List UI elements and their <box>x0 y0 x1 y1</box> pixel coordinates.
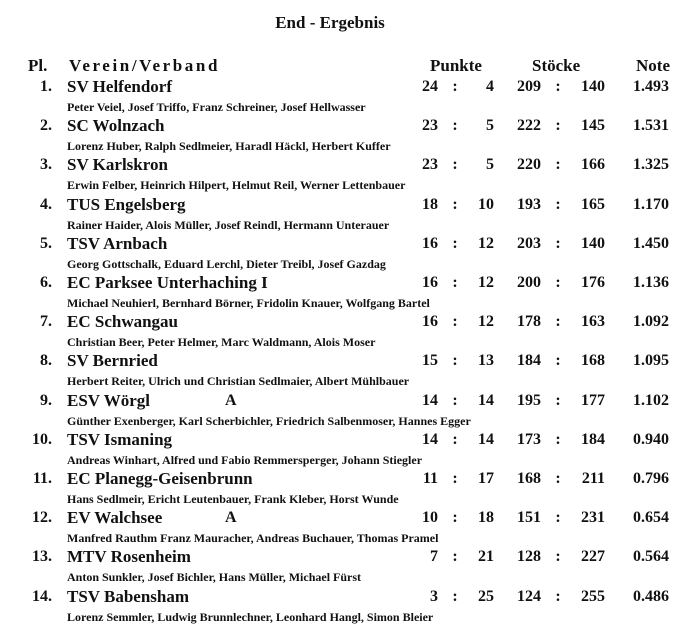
sticks-separator: : <box>555 274 561 291</box>
sticks-against: 227 <box>581 548 605 566</box>
sticks-for: 184 <box>517 352 541 370</box>
points-against: 12 <box>478 274 494 291</box>
club-name: EC Planegg-Geisenbrunn <box>67 469 253 488</box>
team-members: Andreas Winhart, Alfred und Fabio Remmersperger, Johann Stiegler <box>67 452 423 467</box>
table-row <box>0 470 700 509</box>
place-number: 13. <box>32 548 52 566</box>
note-value: 1.092 <box>633 313 669 331</box>
sticks-separator: : <box>555 587 561 605</box>
sticks-for: 220 <box>517 156 541 174</box>
place-number: 11. <box>32 470 52 487</box>
club-name: EV Walchsee <box>67 508 163 528</box>
page-title: End - Ergebnis <box>275 13 385 32</box>
table-row <box>0 588 700 627</box>
points-against: 14 <box>478 430 494 448</box>
header-place: Pl. <box>28 56 48 75</box>
team-members: Günther Exenberger, Karl Scherbichler, Friedrich Salbenmoser, Hannes Egger <box>67 413 471 428</box>
sticks-separator: : <box>555 509 561 527</box>
place-number: 3. <box>40 156 52 174</box>
points-separator: : <box>452 587 458 605</box>
team-members: Rainer Haider, Alois Müller, Josef Reindl, Hermann Unterauer <box>67 217 390 232</box>
team-members: Anton Sunkler, Josef Bichler, Hans Müller, Michael Fürst <box>67 570 362 585</box>
header-note: Note <box>636 56 670 75</box>
note-value: 1.531 <box>633 117 669 135</box>
points-separator: : <box>452 195 458 213</box>
club-name: EC Schwangau <box>67 312 179 332</box>
points-separator: : <box>452 78 458 95</box>
club-name: SV Helfendorf <box>67 77 172 96</box>
club-name: SV Bernried <box>67 351 158 371</box>
points-separator: : <box>452 548 458 566</box>
sticks-against: 163 <box>581 313 605 331</box>
points-for: 3 <box>430 587 438 605</box>
sticks-separator: : <box>555 195 561 213</box>
points-against: 12 <box>478 234 494 252</box>
points-against: 18 <box>478 509 494 527</box>
place-number: 12. <box>32 509 52 527</box>
sticks-separator: : <box>555 548 561 566</box>
table-row <box>0 274 700 313</box>
sticks-for: 168 <box>517 470 541 487</box>
table-row <box>0 313 700 352</box>
points-for: 23 <box>422 156 438 174</box>
points-separator: : <box>452 234 458 252</box>
points-for: 14 <box>422 391 438 409</box>
team-members: Lorenz Huber, Ralph Sedlmeier, Haradl Häckl, Herbert Kuffer <box>67 139 391 154</box>
sticks-separator: : <box>555 117 561 135</box>
points-separator: : <box>452 117 458 135</box>
team-members: Hans Sedlmeir, Ericht Leutenbauer, Frank Kleber, Horst Wunde <box>67 492 399 506</box>
sticks-for: 200 <box>517 274 541 291</box>
points-separator: : <box>452 430 458 448</box>
points-for: 15 <box>422 352 438 370</box>
points-separator: : <box>452 470 458 487</box>
team-members: Manfred Rauthm Franz Mauracher, Andreas Buchauer, Thomas Pramel <box>67 531 439 546</box>
place-number: 9. <box>40 391 52 409</box>
sticks-for: 151 <box>517 509 541 527</box>
points-against: 12 <box>478 313 494 331</box>
points-against: 13 <box>478 352 494 370</box>
sticks-against: 231 <box>581 509 605 527</box>
sticks-for: 222 <box>517 117 541 135</box>
points-separator: : <box>452 509 458 527</box>
sticks-separator: : <box>555 352 561 370</box>
team-members: Peter Veiel, Josef Triffo, Franz Schreiner, Josef Hellwasser <box>67 100 366 114</box>
sticks-against: 255 <box>581 587 605 605</box>
sticks-for: 178 <box>517 313 541 331</box>
points-for: 24 <box>422 78 438 95</box>
club-name: TUS Engelsberg <box>67 194 186 214</box>
table-row <box>0 117 700 156</box>
sticks-against: 176 <box>581 274 605 291</box>
points-against: 21 <box>478 548 494 566</box>
points-for: 7 <box>430 548 438 566</box>
sticks-for: 128 <box>517 548 541 566</box>
place-number: 5. <box>40 234 52 252</box>
club-name: ESV Wörgl <box>67 390 150 410</box>
points-against: 5 <box>486 117 494 135</box>
points-for: 11 <box>422 470 438 487</box>
note-value: 0.654 <box>633 509 669 527</box>
sticks-for: 203 <box>517 234 541 252</box>
points-separator: : <box>452 156 458 174</box>
sticks-against: 140 <box>581 234 605 252</box>
note-value: 1.170 <box>633 195 669 213</box>
place-number: 10. <box>32 430 52 448</box>
sticks-for: 209 <box>517 78 541 95</box>
place-number: 7. <box>40 313 52 331</box>
points-against: 17 <box>478 470 494 487</box>
note-value: 0.940 <box>633 430 669 448</box>
points-against: 10 <box>478 195 494 213</box>
sticks-separator: : <box>555 313 561 331</box>
club-mark: A <box>225 509 237 527</box>
note-value: 0.796 <box>633 470 669 487</box>
club-name: TSV Ismaning <box>67 429 173 449</box>
points-for: 16 <box>422 274 438 291</box>
club-name: MTV Rosenheim <box>67 547 191 567</box>
points-for: 16 <box>422 234 438 252</box>
points-against: 4 <box>486 78 494 95</box>
team-members: Erwin Felber, Heinrich Hilpert, Helmut Reil, Werner Lettenbauer <box>67 178 406 193</box>
place-number: 6. <box>40 274 52 291</box>
table-row <box>0 392 700 431</box>
table-row <box>0 235 700 274</box>
team-members: Christian Beer, Peter Helmer, Marc Waldmann, Alois Moser <box>67 335 376 350</box>
sticks-against: 168 <box>581 352 605 370</box>
sticks-for: 195 <box>517 391 541 409</box>
place-number: 14. <box>32 587 52 605</box>
team-members: Michael Neuhierl, Bernhard Börner, Fridolin Knauer, Wolfgang Bartel <box>67 296 430 310</box>
points-for: 16 <box>422 313 438 331</box>
sticks-separator: : <box>555 78 561 95</box>
sticks-against: 140 <box>581 78 605 95</box>
points-for: 23 <box>422 117 438 135</box>
sticks-against: 184 <box>581 430 605 448</box>
team-members: Lorenz Semmler, Ludwig Brunnlechner, Leonhard Hangl, Simon Bleier <box>67 609 434 624</box>
note-value: 1.136 <box>633 274 669 291</box>
sticks-separator: : <box>555 470 561 487</box>
sticks-against: 165 <box>581 195 605 213</box>
club-name: SC Wolnzach <box>67 116 165 136</box>
points-for: 14 <box>422 430 438 448</box>
points-for: 18 <box>422 195 438 213</box>
place-number: 8. <box>40 352 52 370</box>
sticks-separator: : <box>555 234 561 252</box>
note-value: 0.486 <box>633 587 669 605</box>
points-separator: : <box>452 352 458 370</box>
table-row <box>0 548 700 587</box>
sticks-for: 193 <box>517 195 541 213</box>
club-name: TSV Arnbach <box>67 233 168 253</box>
club-name: TSV Babensham <box>67 586 190 606</box>
header-sticks: Stöcke <box>532 56 581 75</box>
points-against: 14 <box>478 391 494 409</box>
points-for: 10 <box>422 509 438 527</box>
points-separator: : <box>452 313 458 331</box>
sticks-against: 177 <box>581 391 605 409</box>
header-points: Punkte <box>430 56 482 75</box>
table-row <box>0 196 700 235</box>
points-against: 5 <box>486 156 494 174</box>
sticks-for: 173 <box>517 430 541 448</box>
place-number: 1. <box>40 78 52 95</box>
note-value: 1.450 <box>633 234 669 252</box>
header-club: Verein/Verband <box>69 56 221 75</box>
note-value: 1.493 <box>633 78 669 95</box>
place-number: 2. <box>40 117 52 135</box>
note-value: 1.102 <box>633 391 669 409</box>
team-members: Georg Gottschalk, Eduard Lerchl, Dieter Treibl, Josef Gazdag <box>67 256 386 271</box>
sticks-separator: : <box>555 156 561 174</box>
points-separator: : <box>452 391 458 409</box>
points-against: 25 <box>478 587 494 605</box>
club-name: EC Parksee Unterhaching I <box>67 273 268 292</box>
club-mark: A <box>225 391 237 409</box>
table-row <box>0 78 700 117</box>
sticks-against: 211 <box>581 470 605 487</box>
note-value: 0.564 <box>633 548 669 566</box>
sticks-separator: : <box>555 391 561 409</box>
sticks-against: 145 <box>581 117 605 135</box>
points-separator: : <box>452 274 458 291</box>
note-value: 1.325 <box>633 156 669 174</box>
club-name: SV Karlskron <box>67 155 168 175</box>
sticks-for: 124 <box>517 587 541 605</box>
place-number: 4. <box>40 195 52 213</box>
sticks-separator: : <box>555 430 561 448</box>
team-members: Herbert Reiter, Ulrich und Christian Sedlmaier, Albert Mühlbauer <box>67 374 410 389</box>
table-row <box>0 431 700 470</box>
note-value: 1.095 <box>633 352 669 370</box>
table-row <box>0 352 700 391</box>
table-row <box>0 509 700 548</box>
sticks-against: 166 <box>581 156 605 174</box>
table-row <box>0 156 700 195</box>
